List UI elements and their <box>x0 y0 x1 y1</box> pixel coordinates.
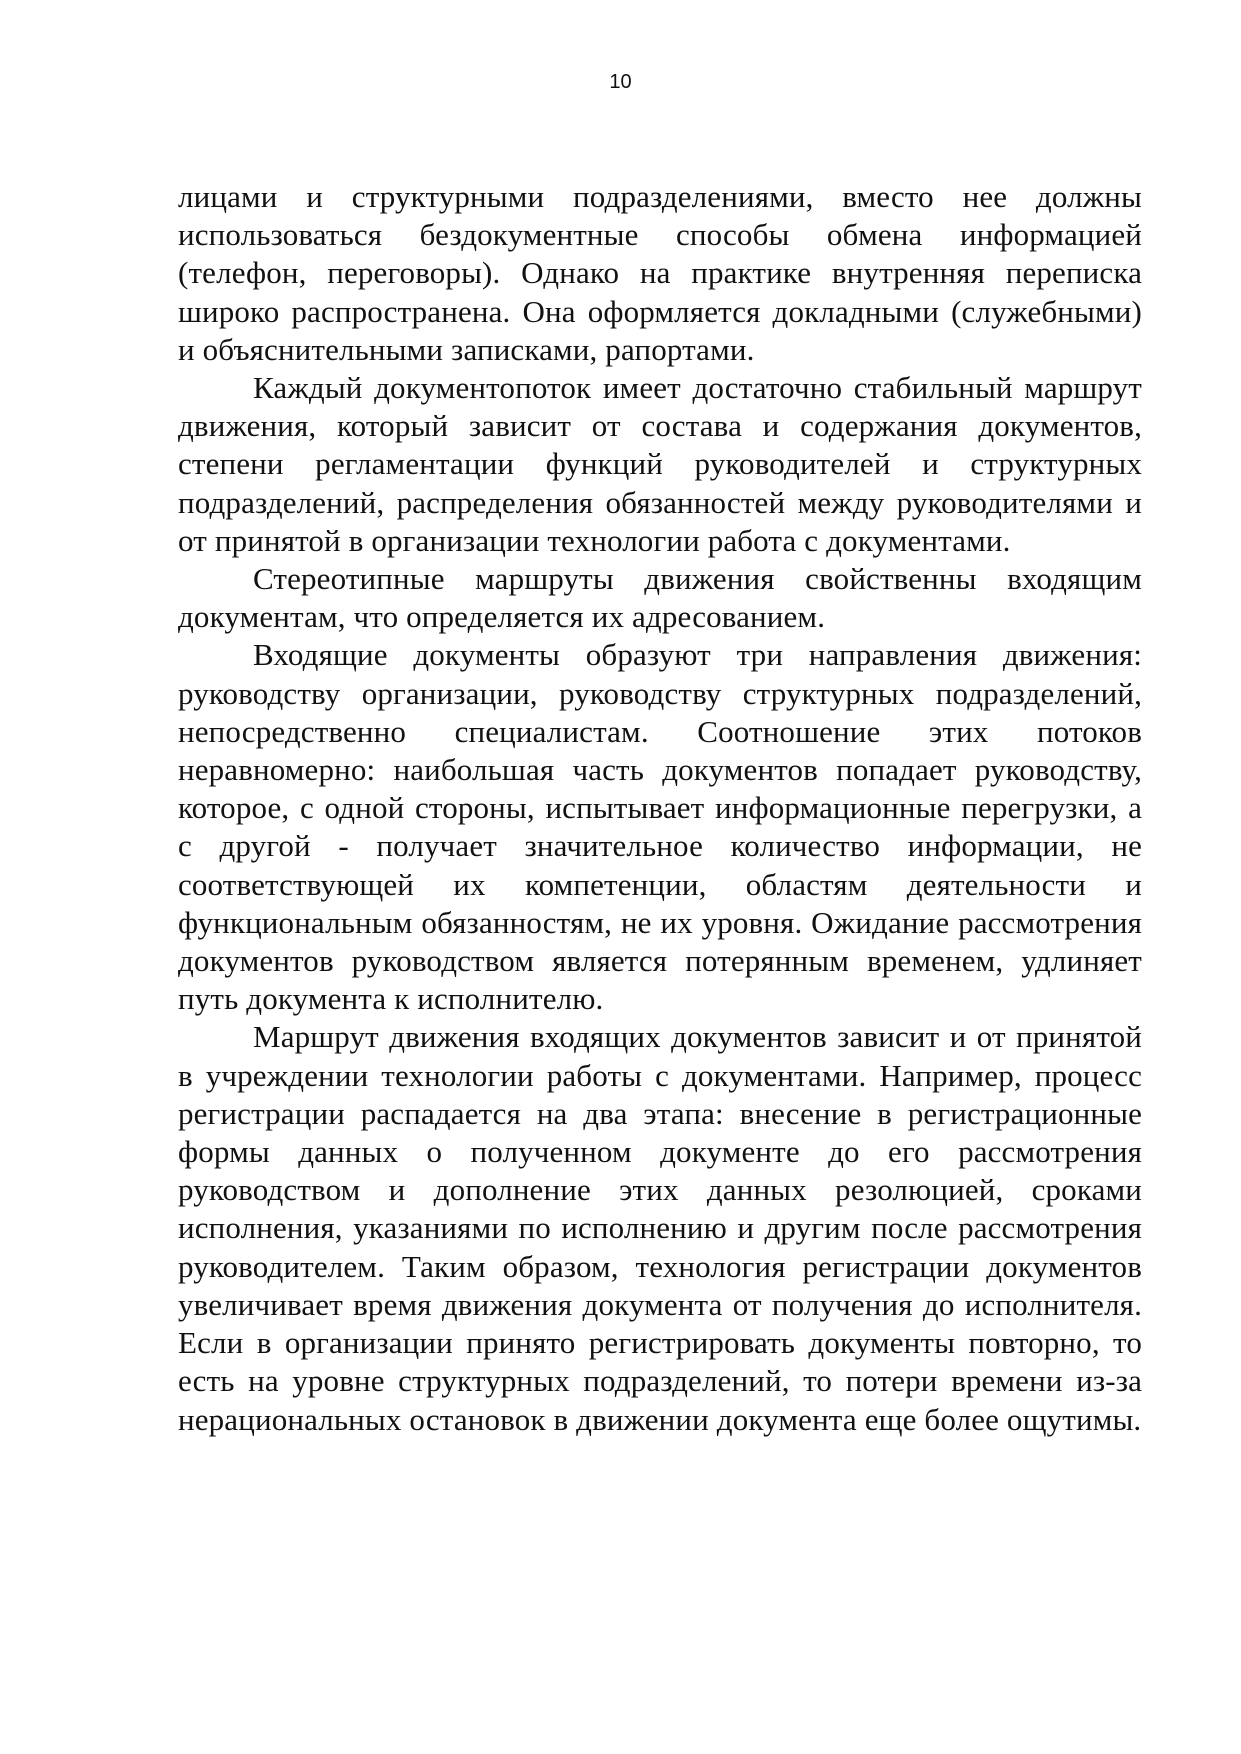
paragraph-registration-technology: Маршрут движения входящих документов зависит и от принятой в учреждении технологии работы с документами. Например, процесс регистрации распадается на два этапа: внесение в регистрационные формы данных о полученном документе до его рассмотрения руководством и дополнение этих данных резолюцией, сроками исполнения, указаниями по исполнению и другим после рассмотрения руководителем. Таким образом, технология регистрации документов увеличивает время движения документа от получения до исполнителя. Если в организации принято регистрировать документы повторно, то есть на уровне структурных подразделений, то потери времени из-за нерациональных остановок в движении документа еще более ощутимы. <box>178 1019 1142 1437</box>
page-number: 10 <box>609 71 632 93</box>
paragraph-document-flow-route: Каждый документопоток имеет достаточно стабильный маршрут движения, который зависит от состава и содержания документов, степени регламентации функций руководителей и структурных подразделений, распределения обязанностей между руководителями и от принятой в организации технологии работа с документами. <box>178 370 1142 558</box>
paragraph-incoming-directions: Входящие документы образуют три направления движения: руководству организации, руководству структурных подразделений, непосредственно специалистам. Соотношение этих потоков неравномерно: наибольшая часть документов попадает руководству, которое, с одной стороны, испытывает информационные перегрузки, а с другой - получает значительное количество информации, не соответствующей их компетенции, областям деятельности и функциональным обязанностям, не их уровня. Ожидание рассмотрения документов руководством является потерянным временем, удлиняет путь документа к исполнителю. <box>178 637 1142 1017</box>
document-body <box>178 178 1142 1439</box>
paragraph-continuation: лицами и структурными подразделениями, вместо нее должны использоваться бездокументные способы обмена информацией (телефон, переговоры). Однако на практике внутренняя переписка широко распространена. Она оформляется докладными (служебными) и объяснительными записками, рапортами. <box>178 179 1142 367</box>
paragraph-stereotyped-routes: Стереотипные маршруты движения свойственны входящим документам, что определяется их адресованием. <box>178 561 1142 635</box>
